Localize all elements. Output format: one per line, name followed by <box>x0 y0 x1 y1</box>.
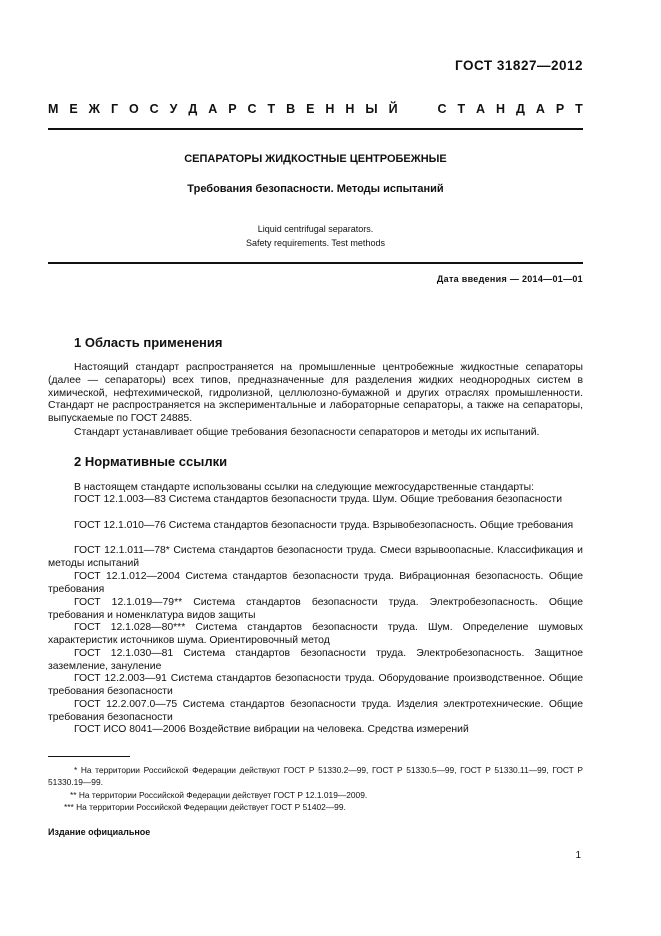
banner-letter: Р <box>555 102 565 116</box>
title-rule <box>48 262 583 264</box>
reference-text: ГОСТ 12.1.030—81 Система стандартов безопасности труда. Электробезопасность. Защитное заземление, зануление <box>48 648 583 672</box>
footnote-2 <box>48 789 583 801</box>
reference-text: ГОСТ ИСО 8041—2006 Воздействие вибрации на человека. Средства измерений <box>74 724 469 735</box>
banner-letter: С <box>437 102 447 116</box>
banner-letter: С <box>247 102 257 116</box>
subtitle-en: Safety requirements. Test methods <box>246 238 385 248</box>
reference-item <box>48 545 583 571</box>
references-intro-text: В настоящем стандарте использованы ссылки на следующие межгосударственные стандарты: <box>74 482 535 493</box>
banner-letter: У <box>169 102 178 116</box>
reference-text: ГОСТ 12.1.011—78* Система стандартов безопасности труда. Смеси взрывоопасные. Классификация и методы испытаний <box>48 545 583 569</box>
official-edition-label: Издание официальное <box>48 827 151 837</box>
banner-word-gap <box>409 102 427 116</box>
banner-letter: Д <box>516 102 525 116</box>
standard-banner <box>48 102 583 116</box>
footnote-3 <box>48 801 583 813</box>
banner-letter: Т <box>575 102 583 116</box>
banner-letter: Е <box>69 102 78 116</box>
banner-letter: А <box>476 102 486 116</box>
introduction-date: Дата введения — 2014—01—01 <box>436 274 583 284</box>
banner-letter: С <box>149 102 159 116</box>
title-en: Liquid centrifugal separators. <box>257 224 374 234</box>
reference-text: ГОСТ 12.2.007.0—75 Система стандартов безопасности труда. Изделия электротехнические. Общие требования безопасности <box>48 699 583 723</box>
reference-text: ГОСТ 12.1.012—2004 Система стандартов безопасности труда. Вибрационная безопасность. Общие требования <box>48 571 583 595</box>
scope-paragraph-1 <box>48 362 583 426</box>
banner-letter: Н <box>325 102 335 116</box>
banner-letter: М <box>48 102 59 116</box>
section-heading-references: 2 Нормативные ссылки <box>74 454 228 469</box>
reference-text: ГОСТ 12.2.003—91 Система стандартов безопасности труда. Оборудование производственное. Общие требования безопасности <box>48 673 583 697</box>
banner-letter: Н <box>496 102 506 116</box>
footnote-text: ** На территории Российской Федерации действует ГОСТ Р 12.1.019—2009. <box>70 790 368 800</box>
banner-letter: Т <box>457 102 466 116</box>
footnote-1 <box>48 764 583 788</box>
title-ru: СЕПАРАТОРЫ ЖИДКОСТНЫЕ ЦЕНТРОБЕЖНЫЕ <box>184 153 447 165</box>
banner-letter: Е <box>306 102 315 116</box>
scope-text-1: Настоящий стандарт распространяется на промышленные центробежные жидкостные сепараторы (далее — сепараторы) всех типов, предназначенные для разделения жидких неоднородных систем в химической, нефтехимической, гидролизной, целлюлозно-бумажной и других отраслях промышленности. Стандарт не распространяется на экспериментальные и лабораторные сепараторы, а также на сепараторы, выпускаемые по ГОСТ 24885. <box>48 362 583 425</box>
reference-item <box>48 494 583 507</box>
references-intro <box>48 482 583 495</box>
reference-item <box>48 648 583 674</box>
reference-text: ГОСТ 12.1.010—76 Система стандартов безопасности труда. Взрывобезопасность. Общие требования <box>74 520 574 531</box>
subtitle-ru: Требования безопасности. Методы испытаний <box>187 183 444 195</box>
banner-letter: Р <box>228 102 237 116</box>
banner-letter: Н <box>345 102 355 116</box>
reference-item <box>48 520 583 533</box>
reference-item <box>48 724 583 737</box>
banner-letter: Ы <box>365 102 378 116</box>
reference-item <box>48 571 583 597</box>
banner-letter: Т <box>267 102 276 116</box>
footnote-separator <box>48 756 130 757</box>
page-number: 1 <box>575 850 581 861</box>
footnote-text: *** На территории Российской Федерации действует ГОСТ Р 51402—99. <box>64 802 346 812</box>
top-rule <box>48 128 583 130</box>
reference-item <box>48 699 583 725</box>
banner-letter: Д <box>188 102 198 116</box>
banner-letter: Ж <box>88 102 100 116</box>
banner-letter: О <box>128 102 139 116</box>
reference-item <box>48 622 583 648</box>
footnote-text: * На территории Российской Федерации действуют ГОСТ Р 51330.2—99, ГОСТ Р 51330.5—99, ГОСТ Р 51330.11—99, ГОСТ Р 51330.19—99. <box>48 765 583 787</box>
banner-letter: Г <box>110 102 119 116</box>
reference-text: ГОСТ 12.1.019—79** Система стандартов безопасности труда. Электробезопасность. Общие требования и номенклатура видов защиты <box>48 597 583 621</box>
banner-letter: А <box>535 102 545 116</box>
reference-text: ГОСТ 12.1.003—83 Система стандартов безопасности труда. Шум. Общие требования безопасности <box>74 494 562 505</box>
banner-letter: Й <box>388 102 398 116</box>
document-number: ГОСТ 31827—2012 <box>455 58 583 73</box>
reference-item <box>48 673 583 699</box>
banner-letter: В <box>286 102 296 116</box>
scope-text-2: Стандарт устанавливает общие требования безопасности сепараторов и методы их испытаний. <box>74 427 540 438</box>
banner-letter: А <box>208 102 218 116</box>
reference-text: ГОСТ 12.1.028—80*** Система стандартов безопасности труда. Шум. Определение шумовых характеристик источников шума. Ориентировочный метод <box>48 622 583 646</box>
scope-paragraph-2 <box>48 427 583 440</box>
section-heading-scope: 1 Область применения <box>74 335 223 350</box>
reference-item <box>48 597 583 623</box>
